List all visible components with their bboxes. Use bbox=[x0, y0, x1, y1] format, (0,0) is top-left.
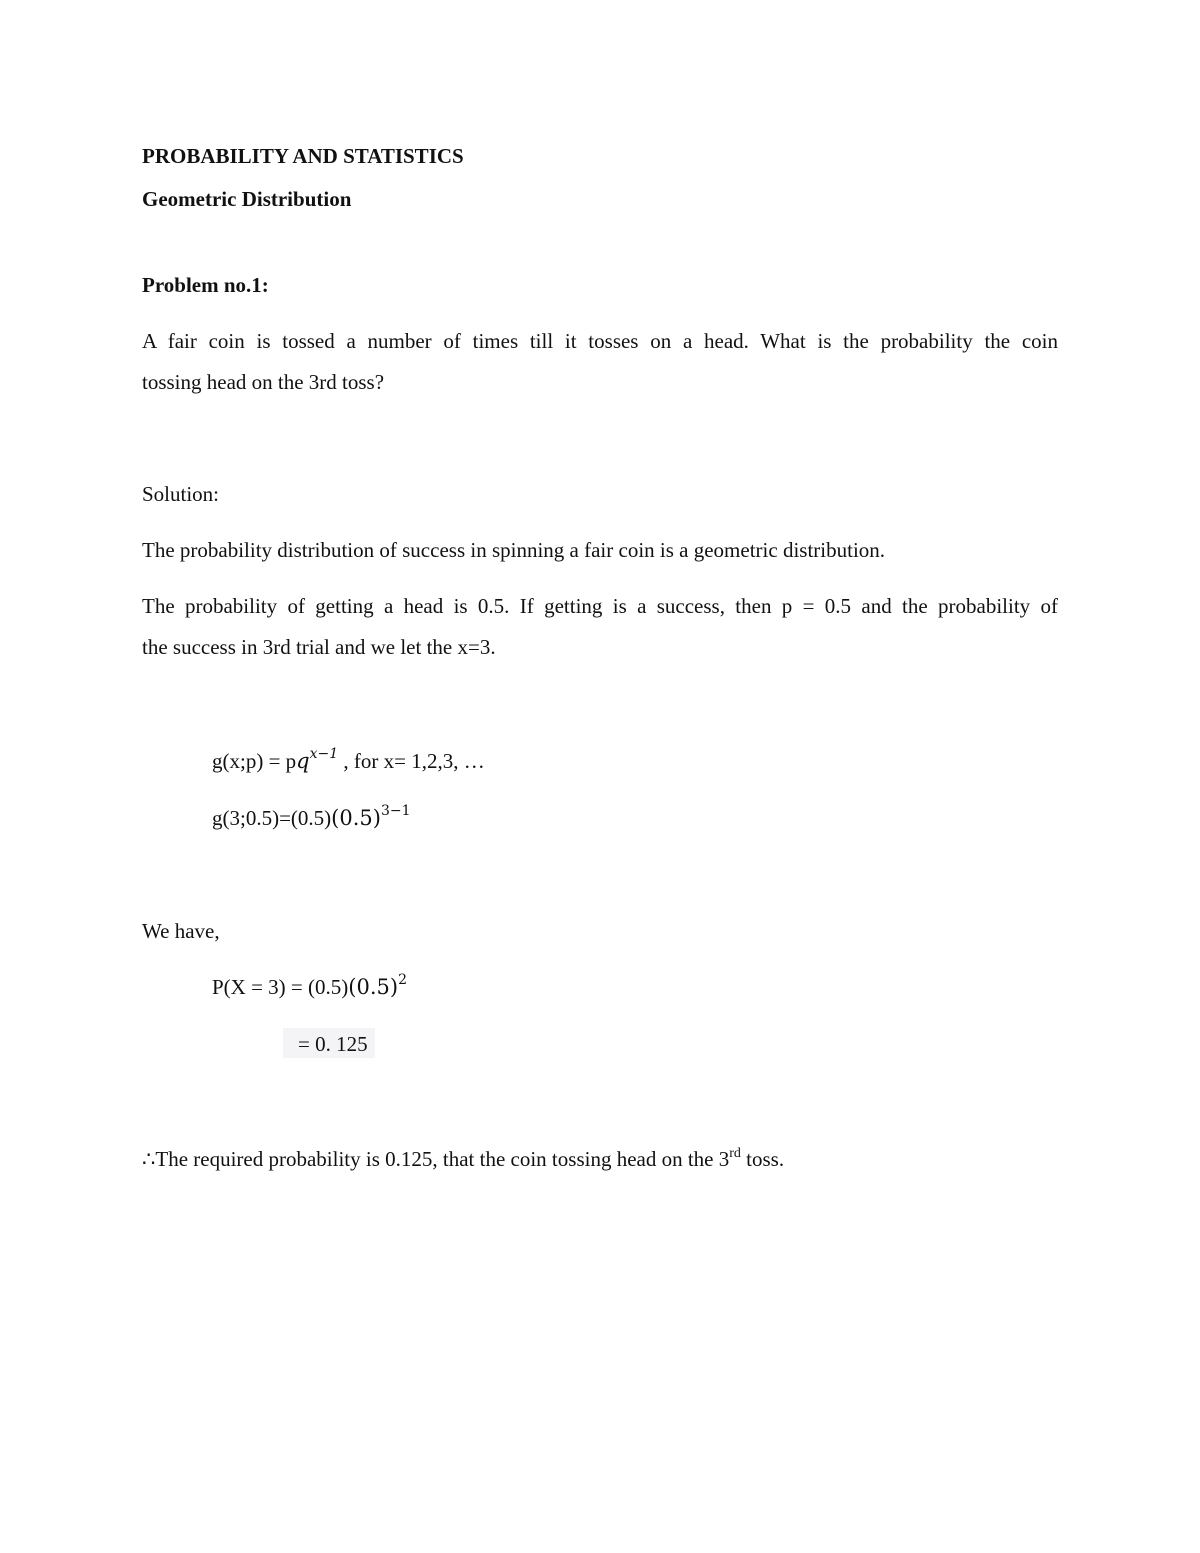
solution-paragraph-1: The probability distribution of success in spinning a fair coin is a geometric distribution. bbox=[142, 538, 886, 562]
formula-substitution bbox=[212, 805, 411, 831]
problem-text-line2: tossing head on the 3rd toss? bbox=[142, 370, 385, 394]
formula-probability-base: (0.5) bbox=[348, 975, 399, 999]
formula-probability-lhs: P(X = 3) = (0.5) bbox=[212, 975, 349, 999]
solution-paragraph-2-line1: The probability of getting a head is 0.5. If getting is a success, then p = 0.5 and the probability of bbox=[142, 594, 1058, 618]
problem-heading: Problem no.1: bbox=[142, 273, 269, 297]
formula-pmf-lhs: g(x;p) = p bbox=[212, 749, 297, 773]
document-title: PROBABILITY AND STATISTICS bbox=[142, 144, 464, 168]
solution-paragraph-2-line2: the success in 3rd trial and we let the x=3. bbox=[142, 635, 496, 659]
formula-pmf-q: q bbox=[296, 749, 310, 773]
formula-probability-exponent: 2 bbox=[398, 972, 407, 988]
conclusion-suffix: toss. bbox=[740, 1147, 785, 1171]
formula-probability bbox=[212, 974, 407, 1000]
formula-substitution-base: (0.5) bbox=[331, 806, 381, 830]
document-subtitle: Geometric Distribution bbox=[142, 187, 352, 211]
solution-heading: Solution: bbox=[142, 482, 220, 506]
formula-pmf-domain: , for x= 1,2,3, … bbox=[338, 749, 485, 773]
formula-substitution-exponent: 3−1 bbox=[380, 803, 411, 819]
formula-geometric-pmf bbox=[212, 748, 485, 774]
conclusion-text bbox=[142, 1146, 784, 1172]
formula-substitution-lhs: g(3;0.5)=(0.5) bbox=[212, 806, 332, 830]
conclusion-prefix: ∴The required probability is 0.125, that the coin tossing head on the 3 bbox=[142, 1147, 730, 1171]
formula-result: = 0. 125 bbox=[298, 1032, 368, 1056]
formula-pmf-exponent: x−1 bbox=[309, 746, 339, 762]
problem-text-line1: A fair coin is tossed a number of times till it tosses on a head. What is the probability the coin bbox=[142, 329, 1058, 353]
conclusion-superscript: rd bbox=[729, 1146, 741, 1161]
we-have-text: We have, bbox=[142, 919, 220, 943]
